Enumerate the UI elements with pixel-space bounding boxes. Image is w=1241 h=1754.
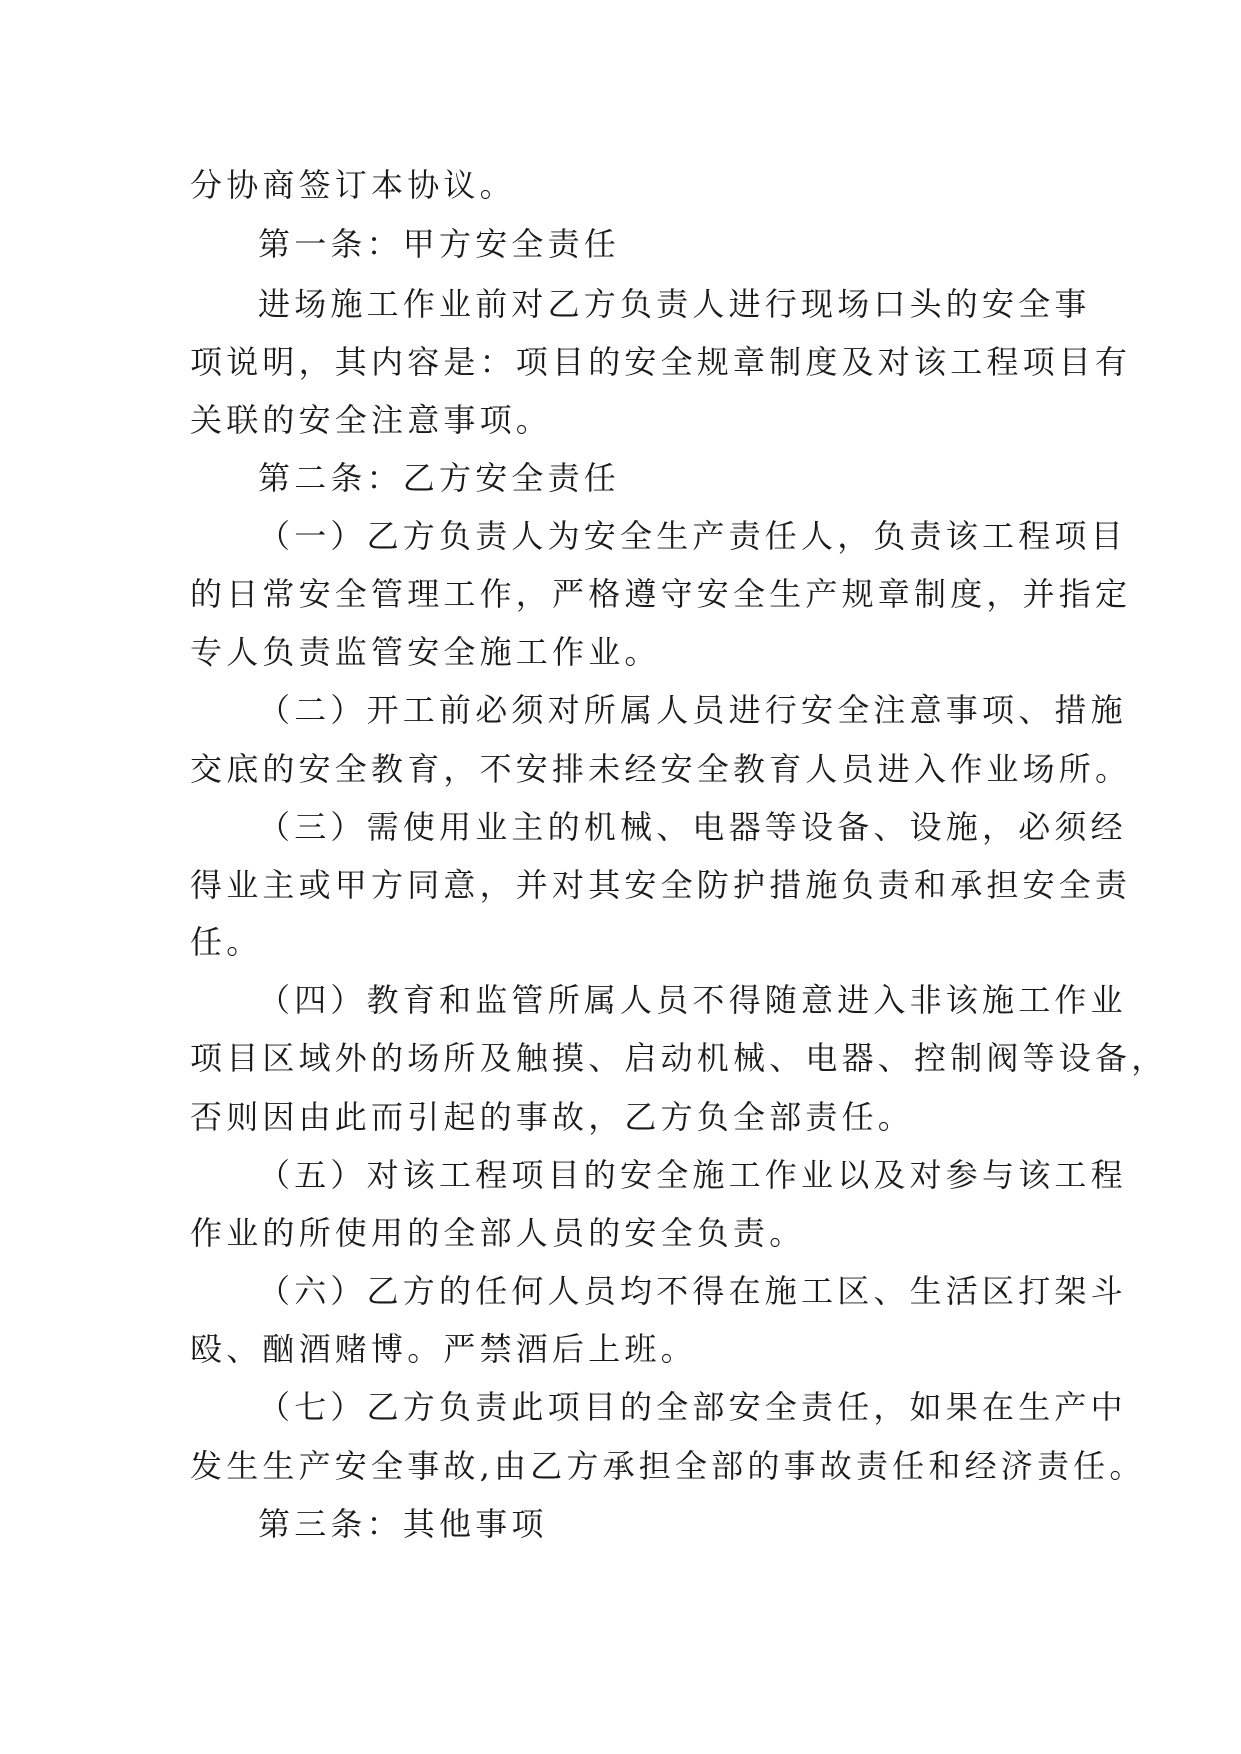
paragraph-line: 关联的安全注意事项。	[190, 401, 553, 439]
paragraph-line: 项目区域外的场所及触摸、启动机械、电器、控制阀等设备，	[190, 1039, 1168, 1077]
paragraph-line: 进场施工作业前对乙方负责人进行现场口头的安全事	[258, 285, 1091, 323]
paragraph-line: 交底的安全教育，不安排未经安全教育人员进入作业场所。	[190, 750, 1132, 788]
article-2-heading: 第二条：乙方安全责任	[258, 459, 621, 497]
paragraph-line: （一）乙方负责人为安全生产责任人，负责该工程项目	[258, 517, 1127, 555]
paragraph-line: （四）教育和监管所属人员不得随意进入非该施工作业	[258, 981, 1127, 1019]
paragraph-line: 任。	[190, 923, 263, 961]
paragraph-line: 项说明，其内容是：项目的安全规章制度及对该工程项目有	[190, 343, 1132, 381]
paragraph-line: （二）开工前必须对所属人员进行安全注意事项、措施	[258, 691, 1127, 729]
article-3-heading: 第三条：其他事项	[258, 1505, 548, 1543]
paragraph-line: 分协商签订本协议。	[190, 166, 516, 204]
paragraph-line: 得业主或甲方同意，并对其安全防护措施负责和承担安全责	[190, 866, 1132, 904]
paragraph-line: （六）乙方的任何人员均不得在施工区、生活区打架斗	[258, 1272, 1127, 1310]
paragraph-line: （七）乙方负责此项目的全部安全责任，如果在生产中	[258, 1388, 1127, 1426]
paragraph-line: 殴、酗酒赌博。严禁酒后上班。	[190, 1330, 697, 1368]
paragraph-line: 发生生产安全事故,由乙方承担全部的事故责任和经济责任。	[190, 1447, 1146, 1485]
paragraph-line: 专人负责监管安全施工作业。	[190, 633, 661, 671]
paragraph-line: 的日常安全管理工作，严格遵守安全生产规章制度，并指定	[190, 575, 1132, 613]
paragraph-line: （三）需使用业主的机械、电器等设备、设施，必须经	[258, 808, 1127, 846]
paragraph-line: 否则因由此而引起的事故，乙方负全部责任。	[190, 1098, 915, 1136]
paragraph-line: （五）对该工程项目的安全施工作业以及对参与该工程	[258, 1156, 1127, 1194]
article-1-heading: 第一条：甲方安全责任	[258, 225, 621, 263]
paragraph-line: 作业的所使用的全部人员的安全负责。	[190, 1214, 806, 1252]
